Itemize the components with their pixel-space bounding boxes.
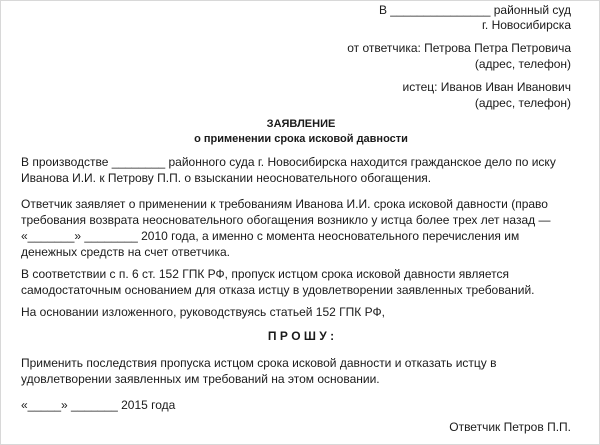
paragraph-3-line-2: самодостаточным основанием для отказа истцу в удовлетворении заявленных требований.	[21, 283, 535, 297]
city-line: г. Новосибирска	[482, 18, 571, 32]
paragraph-2-line-1: Ответчик заявляет о применении к требованиям Иванова И.И. срока исковой давности (право	[21, 197, 548, 211]
document-title: ЗАЯВЛЕНИЕ	[266, 118, 336, 130]
paragraph-4: На основании изложенного, руководствуясь статьей 152 ГПК РФ,	[21, 305, 385, 319]
plaintiff-contacts: (адрес, телефон)	[474, 96, 571, 110]
respondent-contacts: (адрес, телефон)	[474, 57, 571, 71]
plaintiff-line: истец: Иванов Иван Иванович	[402, 80, 571, 94]
document-subtitle: о применении срока исковой давности	[194, 133, 408, 145]
paragraph-5-line-1: Применить последствия пропуска истцом срока исковой давности и отказать истцу в	[21, 356, 497, 370]
respondent-line: от ответчика: Петрова Петра Петровича	[347, 41, 571, 55]
request-heading: П Р О Ш У :	[267, 329, 335, 343]
paragraph-5-line-2: удовлетворении заявленных им требований на этом основании.	[21, 372, 380, 386]
paragraph-3-line-1: В соответствии с п. 6 ст. 152 ГПК РФ, пропуск истцом срока исковой давности является	[21, 267, 510, 281]
paragraph-1-line-2: Иванова И.И. к Петрову П.П. о взыскании неосновательного обогащения.	[21, 171, 432, 185]
paragraph-2-line-3: «_______» ________ 2010 года, а именно с момента неосновательного перечисления им	[21, 229, 520, 243]
court-line: В _______________ районный суд	[378, 3, 571, 17]
signature-line: Ответчик Петров П.П.	[449, 420, 571, 434]
date-line: «_____» _______ 2015 года	[21, 398, 176, 412]
paragraph-2-line-4: денежных средств на счет ответчика.	[21, 245, 230, 259]
paragraph-1-line-1: В производстве ________ районного суда г. Новосибирска находится гражданское дело по иску	[21, 155, 556, 169]
paragraph-2-line-2: требования возврата неосновательного обогащения возникло у истца более трех лет назад —	[21, 213, 551, 227]
